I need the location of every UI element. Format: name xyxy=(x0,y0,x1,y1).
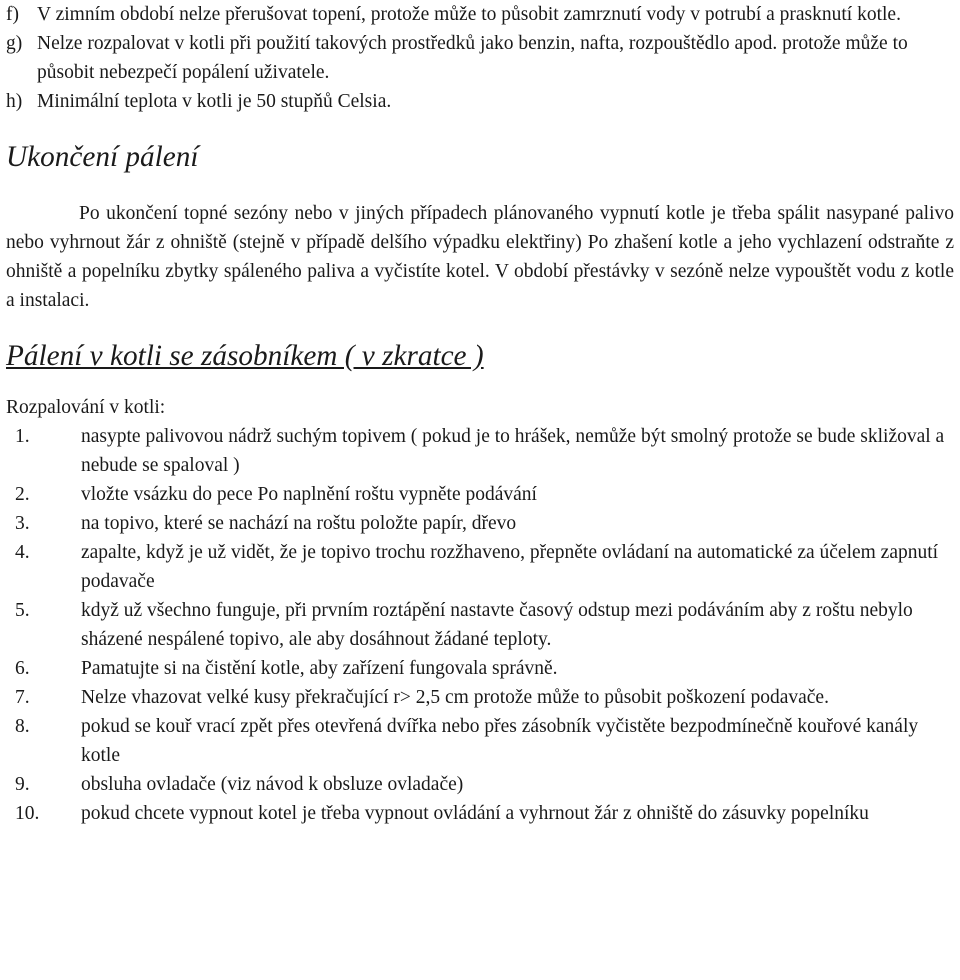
list-item-text: Nelze vhazovat velké kusy překračující r> 2,5 cm protože může to působit poškození podavače. xyxy=(81,687,829,708)
list-number: 10. xyxy=(15,803,40,824)
list-number: 1. xyxy=(15,426,30,447)
list-number: 2. xyxy=(15,484,30,505)
section-heading-paleni: Pálení v kotli se zásobníkem ( v zkratce ) xyxy=(6,340,484,372)
list-item-text: V zimním období nelze přerušovat topení, protože může to působit zamrznutí vody v potrubí a prasknutí kotle. xyxy=(37,4,901,25)
list-item-text: Nelze rozpalovat v kotli při použití takových prostředků jako benzin, nafta, rozpouštědlo apod. protože může to působit nebezpečí popálení uživatele. xyxy=(37,33,908,83)
list-item-text: pokud se kouř vrací zpět přes otevřená dvířka nebo přes zásobník vyčistěte bezpodmínečně kouřové kanály kotle xyxy=(81,716,919,766)
list-number: 7. xyxy=(15,687,30,708)
list-item-text: obsluha ovladače (viz návod k obsluze ovladače) xyxy=(81,774,464,795)
list-marker: g) xyxy=(6,33,23,54)
list-item xyxy=(6,654,954,683)
list-item-text: zapalte, když je už vidět, že je topivo trochu rozžhaveno, přepněte ovládaní na automatické za účelem zapnutí podavače xyxy=(81,542,939,592)
list-item-text: když už všechno funguje, při prvním roztápění nastavte časový odstup mezi podáváním aby z roštu nebylo sházené nespálené topivo, ale aby dosáhnout žádané teploty. xyxy=(81,600,913,650)
list-item xyxy=(6,596,954,654)
section-heading-ukonceni: Ukončení pálení xyxy=(6,141,199,173)
list-marker: f) xyxy=(6,4,19,25)
list-item xyxy=(6,509,954,538)
list-item-text: pokud chcete vypnout kotel je třeba vypnout ovládání a vyhrnout žár z ohniště do zásuvky popelníku xyxy=(81,803,869,824)
list-item xyxy=(6,799,954,828)
list-item xyxy=(6,538,954,596)
list-item-text: nasypte palivovou nádrž suchým topivem ( pokud je to hrášek, nemůže být smolný protože se bude skližoval a nebude se spaloval ) xyxy=(81,426,945,476)
list-number: 8. xyxy=(15,716,30,737)
list-item xyxy=(6,422,954,480)
list-number: 4. xyxy=(15,542,30,563)
list-number: 5. xyxy=(15,600,30,621)
section-paragraph: Po ukončení topné sezóny nebo v jiných případech plánovaného vypnutí kotle je třeba spálit nasypané palivo nebo vyhrnout žár z ohniště (stejně v případě delšího výpadku elektřiny) Po zhašení kotle a jeho vychlazení odstraňte z ohniště a popelníku zbytky spáleného paliva a vyčistíte kotel. V období přestávky v sezóně nelze vypouštět vodu z kotle a instalaci. xyxy=(6,203,954,311)
subheading-rozpalovani: Rozpalování v kotli: xyxy=(6,397,166,418)
list-item xyxy=(6,29,954,87)
list-item xyxy=(6,712,954,770)
numbered-list xyxy=(6,422,954,828)
lettered-list xyxy=(6,0,954,116)
list-marker: h) xyxy=(6,91,23,112)
list-item xyxy=(6,770,954,799)
list-item xyxy=(6,683,954,712)
list-item-text: Minimální teplota v kotli je 50 stupňů Celsia. xyxy=(37,91,392,112)
list-number: 3. xyxy=(15,513,30,534)
list-item-text: vložte vsázku do pece Po naplnění roštu vypněte podávání xyxy=(81,484,537,505)
list-item xyxy=(6,87,954,116)
list-number: 6. xyxy=(15,658,30,679)
list-number: 9. xyxy=(15,774,30,795)
list-item xyxy=(6,0,954,29)
list-item xyxy=(6,480,954,509)
list-item-text: Pamatujte si na čistění kotle, aby zařízení fungovala správně. xyxy=(81,658,558,679)
list-item-text: na topivo, které se nachází na roštu položte papír, dřevo xyxy=(81,513,517,534)
